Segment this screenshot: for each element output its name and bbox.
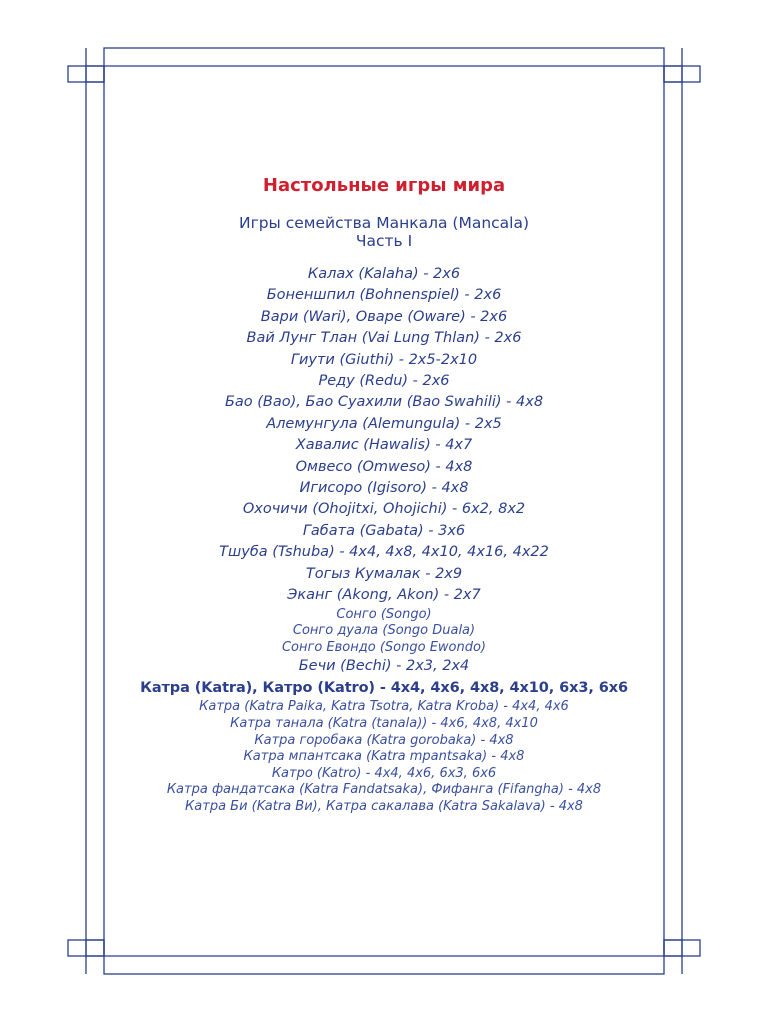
game-list-item: Омвесо (Omweso) - 4x8 <box>295 458 473 475</box>
game-list-item: Катра Би (Katra Ви), Катра сакалава (Katra Sakalava) - 4x8 <box>185 798 583 814</box>
corner-ornament-bottom-left <box>68 940 104 974</box>
game-list-item: Гиути (Giuthi) - 2x5-2x10 <box>290 351 478 368</box>
corner-ornament-top-left <box>68 48 104 82</box>
game-list-item: Боненшпил (Bohnenspiel) - 2x6 <box>266 287 502 304</box>
game-list-item: Тшуба (Tshuba) - 4x4, 4x8, 4x10, 4x16, 4x22 <box>219 544 549 561</box>
game-list-item: Катра танала (Katra (tanala)) - 4x6, 4x8, 4x10 <box>230 716 538 731</box>
game-list-item: Сонго дуала (Songo Duala) <box>292 623 476 638</box>
game-list-item: Катра (Katra Paika, Katra Tsotra, Katra Kroba) - 4x4, 4x6 <box>199 699 569 715</box>
game-list-item: Катро (Katro) - 4x4, 4x6, 6x3, 6x6 <box>271 765 497 781</box>
game-list-item: Габата (Gabata) - 3x6 <box>302 522 466 539</box>
game-list <box>104 264 664 816</box>
game-list-item: Катра горобака (Katra gorobaka) - 4x8 <box>254 732 514 748</box>
page-title: Настольные игры мира <box>262 175 506 196</box>
section-part-label: Часть I <box>355 232 413 250</box>
game-list-item: Сонго (Songo) <box>336 606 432 622</box>
section-subtitle: Игры семейства Манкала (Mancala) <box>238 214 530 232</box>
game-list-item: Калах (Kalaha) - 2x6 <box>307 266 461 282</box>
game-list-item: Бечи (Bechi) - 2x3, 2x4 <box>298 658 470 674</box>
game-list-item: Катра фандатсака (Katra Fandatsaka), Фифанга (Fifangha) - 4x8 <box>166 782 602 798</box>
game-list-item: Алемунгула (Alemungula) - 2x5 <box>266 415 502 432</box>
game-list-item: Вари (Wari), Оваре (Oware) - 2x6 <box>260 308 508 325</box>
game-list-item: Сонго Евондо (Songo Ewondo) <box>281 639 487 655</box>
corner-ornament-top-right <box>664 48 700 82</box>
game-list-item: Эканг (Akong, Akon) - 2x7 <box>287 587 481 604</box>
game-list-item: Хавалис (Hawalis) - 4x7 <box>295 437 473 454</box>
game-list-item: Тогыз Кумалак - 2x9 <box>305 565 463 582</box>
game-list-item: Вай Лунг Тлан (Vai Lung Thlan) - 2x6 <box>246 330 522 347</box>
game-list-item: Катра мпантсака (Katra mpantsaka) - 4x8 <box>243 749 525 765</box>
game-list-item: Игисоро (Igisoro) - 4x8 <box>299 480 469 497</box>
game-list-item: Охочичи (Ohojitxi, Ohojichi) - 6x2, 8x2 <box>242 501 526 518</box>
game-list-item: Катра (Katra), Катро (Katro) - 4x4, 4x6, 4x8, 4x10, 6x3, 6x6 <box>140 680 628 697</box>
game-list-item: Бао (Вао), Бао Суахили (Bao Swahili) - 4x8 <box>224 394 544 411</box>
game-list-item: Реду (Redu) - 2x6 <box>318 373 450 390</box>
corner-ornament-bottom-right <box>664 940 700 974</box>
